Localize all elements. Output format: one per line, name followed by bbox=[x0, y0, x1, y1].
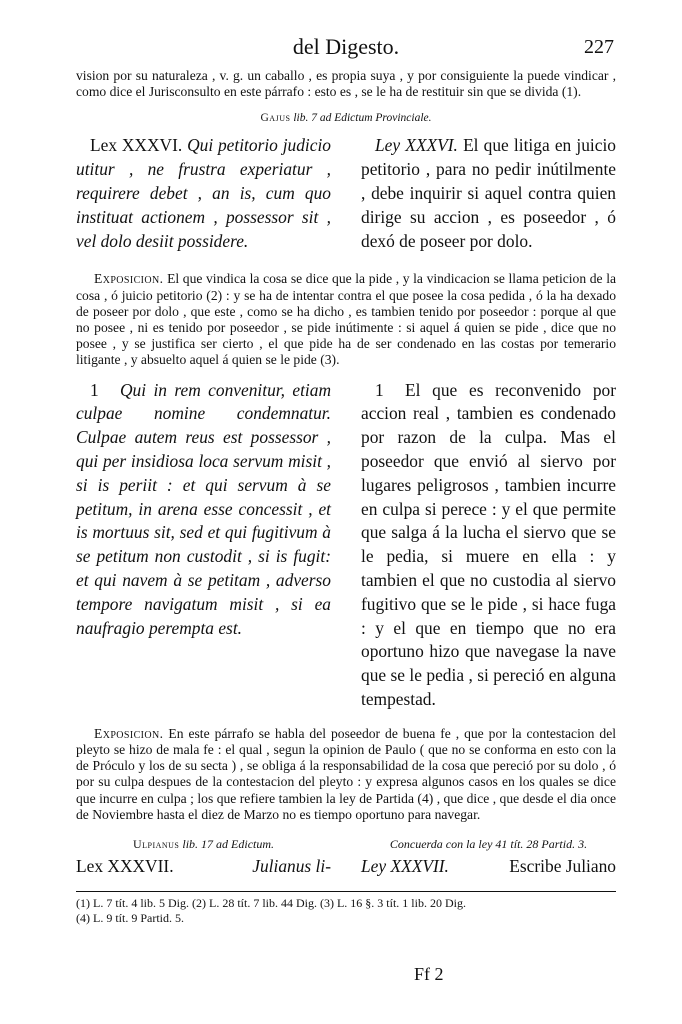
lex-36-spanish-text: El que litiga en juicio petitorio , para no pedir inútilmente , debe inquirir si aquel contra quien dirige su accion , es poseedor , ó dexó de poseer por dolo. bbox=[361, 135, 616, 251]
lex-36-columns bbox=[76, 134, 616, 253]
source-author: Gajus bbox=[260, 112, 291, 125]
exposicion-2-lead: Exposicion. bbox=[94, 725, 164, 741]
lex-36-spanish bbox=[361, 134, 616, 253]
lex-37-latin-label: Lex XXXVII. bbox=[76, 855, 174, 876]
paragraph-1-latin-text: Qui in rem convenitur, etiam culpae nomine condemnatur. Culpae autem reus est possessor , qui per insidiosa loca servum misit , si is periit : et qui servum à se petitum, in arena esse concessit , et is mortuus sit, sed et qui fugitivum à se petitum non custodit , si is fugit: et qui navem à se petitam , adverso tempore navigatum misit , si ea naufragio perempta est. bbox=[76, 379, 331, 638]
exposicion-1 bbox=[76, 271, 616, 368]
page bbox=[76, 34, 616, 926]
source-citation bbox=[76, 112, 616, 124]
source-work: lib. 7 ad Edictum Provinciale. bbox=[293, 112, 432, 125]
next-source-work: lib. 17 ad Edictum. bbox=[182, 836, 275, 851]
running-title: del Digesto. bbox=[292, 34, 400, 59]
intro-paragraph: vision por su naturaleza , v. g. un caballo , es propia suya , y por consiguiente la puede vindicar , como dice el Jurisconsulto en este párrafo : esto es , se le ha de restituir sin que se divida (1). bbox=[76, 68, 616, 100]
next-source-author: Ulpianus bbox=[132, 836, 180, 851]
lex-36-latin-label: Lex XXXVI. bbox=[90, 135, 183, 156]
next-law-headings bbox=[76, 856, 616, 877]
lex-37-spanish-start: Escribe Juliano bbox=[509, 855, 616, 876]
lex-36-latin bbox=[76, 134, 331, 253]
paragraph-1-spanish-number: 1 bbox=[375, 379, 384, 400]
paragraph-1-columns bbox=[76, 379, 616, 712]
paragraph-1-spanish bbox=[361, 379, 616, 712]
next-law-sources bbox=[76, 837, 616, 852]
lex-37-spanish bbox=[361, 856, 616, 877]
lex-36-latin-text: Qui petitorio judicio utitur , ne frustra experiatur , requirere debet , an is, cum quo instituat actionem , possessor sit , vel dolo desiit possidere. bbox=[76, 135, 331, 251]
paragraph-1-spanish-text: El que es reconvenido por accion real , tambien es condenado por razon de la culpa. Mas el poseedor que envió al siervo por lugares peligrosos , tambien incurre en culpa si perece : y el que permite que salga á la lucha el siervo que se le pedia, si muere en ella : y tambien el que no custodia al siervo fugitivo que se le pide , si hace fuga : y el que en tiempo que no era oportuno hizo que navegase la nave que se le pedia , si pereció en alguna tempestad. bbox=[361, 379, 616, 709]
page-number: 227 bbox=[584, 36, 614, 58]
page-header bbox=[76, 34, 616, 68]
footnotes bbox=[76, 896, 616, 926]
footnote-line-2: (4) L. 9 tít. 9 Partid. 5. bbox=[76, 910, 184, 925]
lex-37-latin bbox=[76, 856, 331, 877]
concordance-note: Concuerda con la ley 41 tít. 28 Partid. 3. bbox=[389, 836, 588, 851]
paragraph-1-latin bbox=[76, 379, 331, 712]
exposicion-1-text: El que vindica la cosa se dice que la pide , y la vindicacion se llama peticion de la cosa , ó juicio petitorio (2) : y se ha de intentar contra el que posee la cosa pedida , ó la ha dexado de poseer por dolo , que este , como se ha dicho , es tambien tenido por poseedor : porque al que no posee , ni es tenido por poseedor , se pide inútimente : si aquel á quien se pide , dice que no posee , y se justifica ser cierto , el que pide ha de ser condenado en las costas por temerario litigante , y absuelto aquel á quien se le pide (3). bbox=[76, 271, 617, 368]
lex-37-latin-start: Julianus li- bbox=[252, 855, 331, 876]
signature-mark: Ff 2 bbox=[414, 964, 444, 984]
exposicion-2 bbox=[76, 726, 616, 823]
paragraph-1-latin-number: 1 bbox=[90, 379, 99, 400]
exposicion-1-lead: Exposicion. bbox=[94, 271, 164, 287]
exposicion-2-text: En este párrafo se habla del poseedor de buena fe , que por la contestacion del pleyto se hizo de mala fe : el qual , segun la opinion de Paulo ( que no se conforma en esto con la de Próculo y los de su secta ) , se obliga á la responsabilidad de la cosa que pereció por su dolo , ó por su culpa despues de la contestacion del pleyto : y expresa algunos casos en los quales se dice que incurre en culpa ; los que refiere tambien la ley de Partida (4) , que dice , que desde el dia once de Noviembre hasta el diez de Marzo no es tiempo oportuno para navegar. bbox=[76, 725, 617, 822]
lex-37-spanish-label: Ley XXXVII. bbox=[361, 855, 449, 876]
next-source-citation bbox=[76, 837, 331, 852]
footnote-line-1: (1) L. 7 tít. 4 lib. 5 Dig. (2) L. 28 tít. 7 lib. 44 Dig. (3) L. 16 §. 3 tít. 1 lib. 20 Dig. bbox=[76, 895, 466, 910]
lex-36-spanish-label: Ley XXXVI. bbox=[375, 135, 458, 156]
footnote-divider bbox=[76, 891, 616, 892]
